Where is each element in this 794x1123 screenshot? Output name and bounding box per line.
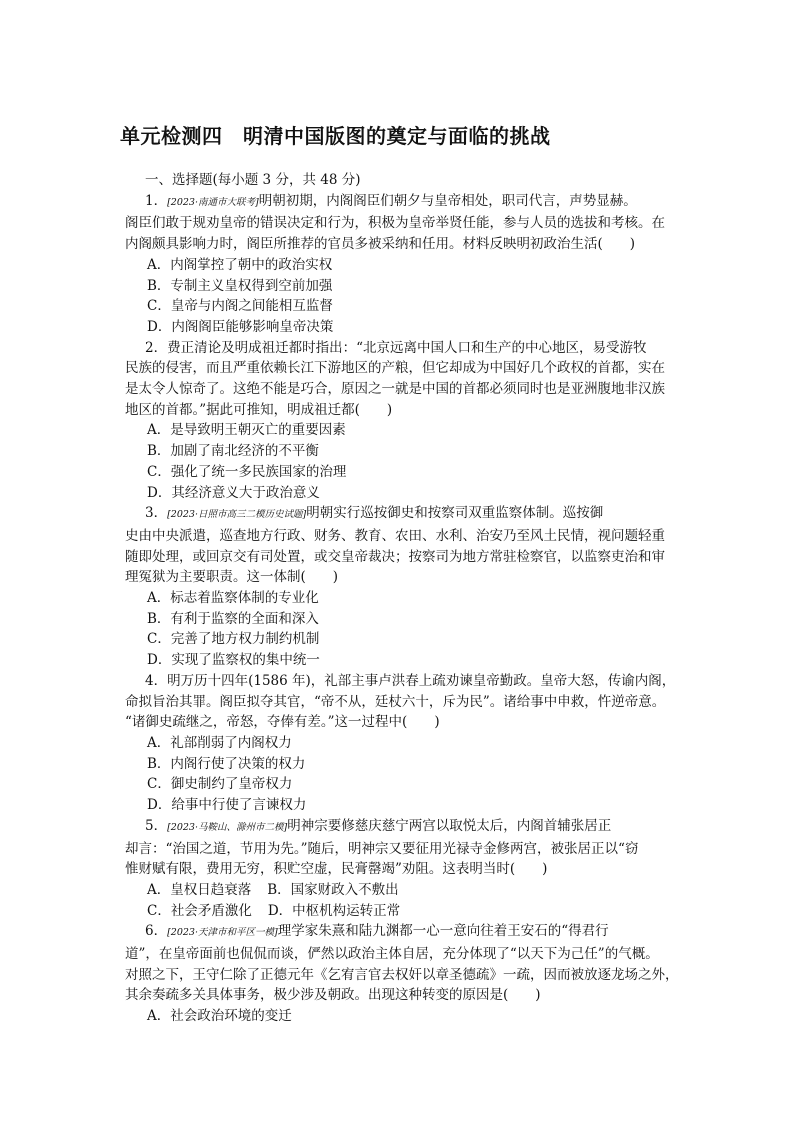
option-d: D．给事中行使了言谏权力 bbox=[147, 797, 307, 814]
question-text: 2．费正清论及明成祖迁都时指出：“北京远离中国人口和生产的中心地区，易受游牧 bbox=[145, 339, 647, 356]
option-b: B．有利于监察的全面和深入 bbox=[147, 610, 319, 627]
question-text: 明神宗要修慈庆慈宁两宫以取悦太后，内阁首辅张居正 bbox=[287, 817, 612, 834]
option-d: D．内阁阁臣能够影响皇帝决策 bbox=[147, 318, 334, 335]
question-number: 6． bbox=[145, 923, 168, 940]
question-source: [2023·南通市大联考] bbox=[167, 196, 259, 208]
question-source: [2023·日照市高三二模历史试题] bbox=[167, 509, 307, 521]
question-text: 其余奏疏多关具体事务，极少涉及朝政。出现这种转变的原因是( ) bbox=[125, 987, 541, 1004]
question-2 bbox=[125, 338, 685, 504]
option-b: B．国家财政入不敷出 bbox=[267, 881, 399, 898]
option-a: A．标志着监察体制的专业化 bbox=[147, 590, 319, 607]
option-b: B．加剧了南北经济的不平衡 bbox=[147, 443, 319, 460]
question-4 bbox=[125, 671, 685, 816]
question-text: 4．明万历十四年(1586 年)，礼部主事卢洪春上疏劝谏皇帝勤政。皇帝大怒，传谕内阁， bbox=[145, 672, 676, 689]
option-d: D．中枢机构运转正常 bbox=[267, 902, 401, 919]
option-d: D．其经济意义大于政治意义 bbox=[147, 484, 320, 501]
option-c: C．皇帝与内阁之间能相互监督 bbox=[147, 298, 333, 315]
question-text: 对照之下，王守仁除了正德元年《乞宥言官去权奸以章圣德疏》一疏，因而被放逐龙场之外， bbox=[125, 966, 679, 983]
question-number: 3． bbox=[145, 505, 168, 522]
question-text: 随即处理，或回京交有司处置，或交皇帝裁决；按察司为地方常驻检察官，以监察吏治和审 bbox=[125, 548, 665, 565]
question-text: 却言：“治国之道，节用为先。”随后，明神宗又要征用光禄寺金修两宫，被张居正以“窃 bbox=[125, 840, 639, 857]
option-c: C．强化了统一多民族国家的治理 bbox=[147, 463, 347, 480]
question-text: 内阁颇具影响力时，阁臣所推荐的官员多被采纳和任用。材料反映明初政治生活( ) bbox=[125, 236, 636, 253]
option-d: D．实现了监察权的集中统一 bbox=[147, 652, 320, 669]
question-text: “诸御史疏继之，帝怒，夺俸有差。”这一过程中( ) bbox=[125, 714, 440, 731]
question-text: 道”，在皇帝面前也侃侃而谈，俨然以政治主体自居，充分体现了“以天下为己任”的气概。 bbox=[125, 946, 659, 963]
option-a: A．社会政治环境的变迁 bbox=[147, 1008, 292, 1025]
question-text: 是太令人惊奇了。这绝不能是巧合，原因之一就是中国的首都必须同时也是亚洲腹地非汉族 bbox=[125, 381, 665, 398]
question-text: 地区的首都。”据此可推知，明成祖迁都( ) bbox=[125, 401, 393, 418]
question-5 bbox=[125, 816, 685, 922]
option-c: C．御史制约了皇帝权力 bbox=[147, 776, 293, 793]
question-text: 惟财赋有限，费用无穷，积贮空虚，民膏罄竭”劝阻。这表明当时( ) bbox=[125, 861, 548, 878]
option-b: B．内阁行使了决策的权力 bbox=[147, 755, 306, 772]
question-list bbox=[125, 170, 685, 1027]
option-a: A．皇权日趋衰落 bbox=[147, 881, 252, 898]
question-3 bbox=[125, 503, 685, 671]
question-text: 理冤狱为主要职责。这一体制( ) bbox=[125, 569, 339, 586]
question-text: 明朝初期，内阁阁臣们朝夕与皇帝相处，职司代言，声势显赫。 bbox=[258, 192, 637, 209]
option-a: A．内阁掌控了朝中的政治实权 bbox=[147, 256, 333, 273]
option-a: A．是导致明王朝灭亡的重要因素 bbox=[147, 422, 346, 439]
question-text: 史由中央派遣，巡查地方行政、财务、教育、农田、水利、治安乃至风土民情，视问题轻重 bbox=[125, 527, 665, 544]
question-source: [2023·马鞍山、滁州市二模] bbox=[167, 821, 288, 833]
question-text: 民族的侵害，而且严重依赖长江下游地区的产粮，但它却成为中国好几个政权的首都，实在 bbox=[125, 360, 665, 377]
question-number: 1． bbox=[145, 192, 168, 209]
option-c: C．社会矛盾激化 bbox=[147, 902, 252, 919]
section-heading: 一、选择题(每小题 3 分，共 48 分) bbox=[145, 172, 361, 188]
question-6 bbox=[125, 921, 685, 1027]
question-text: 命拟旨治其罪。阁臣拟夺其官，“帝不从，廷杖六十，斥为民”。诸给事中申救，忤逆帝意。 bbox=[125, 693, 666, 710]
option-b: B．专制主义皇权得到空前加强 bbox=[147, 277, 333, 294]
page-title: 单元检测四 明清中国版图的奠定与面临的挑战 bbox=[120, 124, 551, 148]
question-number: 5． bbox=[145, 817, 168, 834]
question-1 bbox=[125, 191, 685, 338]
option-c: C．完善了地方权力制约机制 bbox=[147, 631, 320, 648]
question-text: 理学家朱熹和陆九渊都一心一意向往着王安石的“得君行 bbox=[277, 923, 609, 940]
question-text: 阁臣们敢于规劝皇帝的错误决定和行为，积极为皇帝举贤任能，参与人员的选拔和考核。在 bbox=[125, 215, 665, 232]
question-text: 明朝实行巡按御史和按察司双重监察体制。巡按御 bbox=[306, 505, 604, 522]
question-source: [2023·天津市和平区一模] bbox=[167, 927, 278, 939]
option-a: A．礼部削弱了内阁权力 bbox=[147, 734, 292, 751]
